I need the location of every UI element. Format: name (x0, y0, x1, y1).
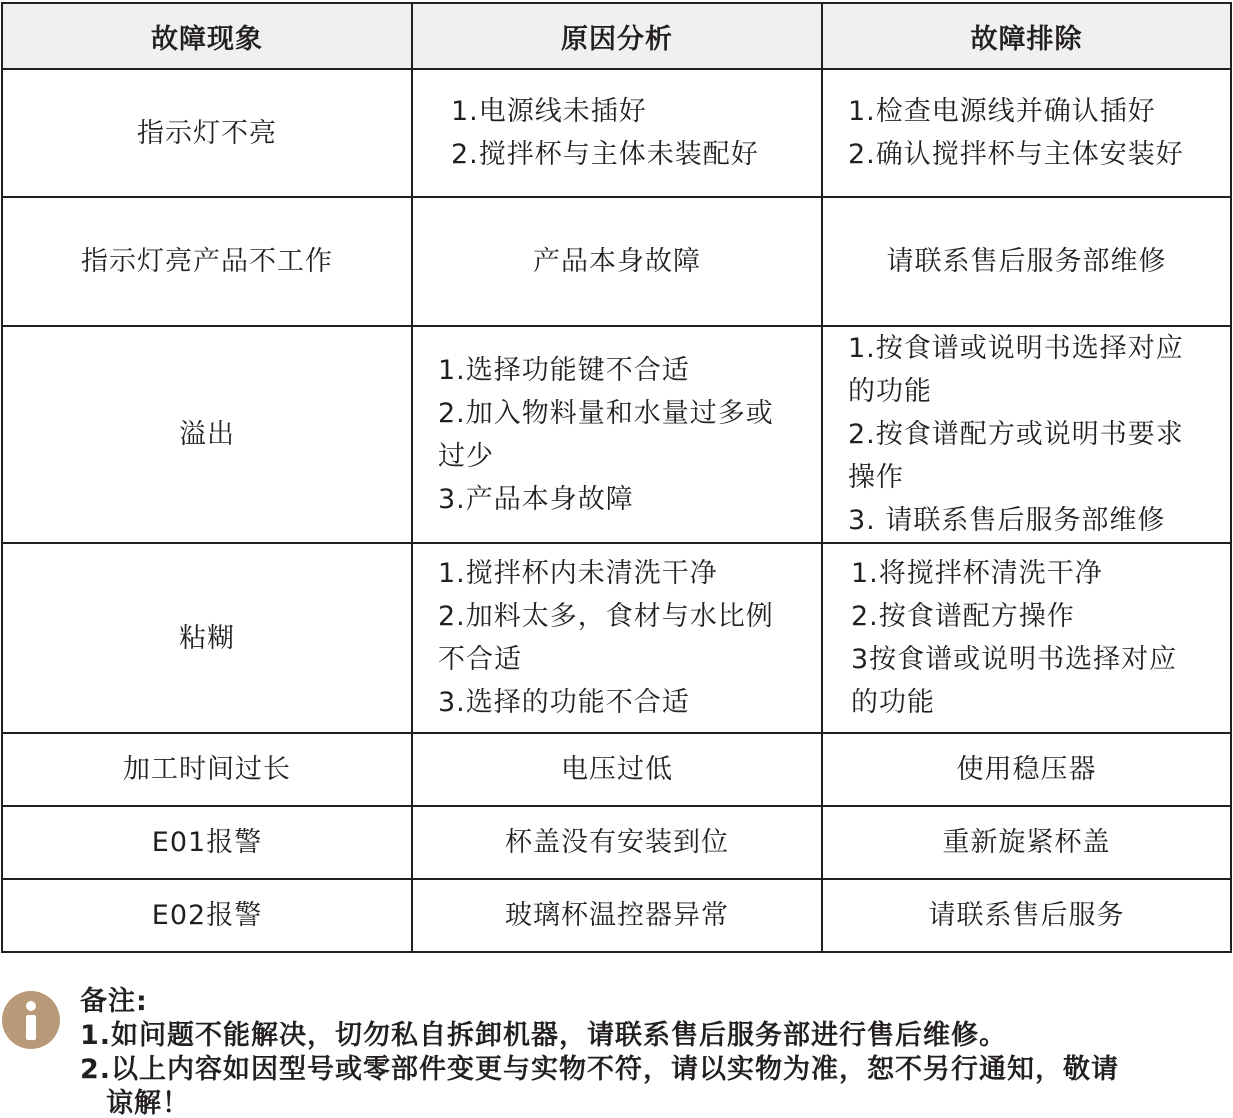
cause-cell: 杯盖没有安装到位 (412, 806, 822, 879)
cause-line: 不合适 (438, 644, 522, 675)
info-icon-bar (26, 1015, 36, 1040)
cause-cell: 玻璃杯温控器异常 (412, 879, 822, 952)
symptom-cell: 指示灯亮产品不工作 (2, 197, 412, 326)
symptom-cell: 加工时间过长 (2, 733, 412, 806)
fix-cell: 请联系售后服务部维修 (822, 197, 1231, 326)
cause-line: 2.搅拌杯与主体未装配好 (451, 139, 759, 170)
cause-line: 1.电源线未插好 (451, 96, 647, 127)
fix-line: 3按食谱或说明书选择对应 (851, 644, 1178, 675)
header-cause: 原因分析 (412, 3, 822, 69)
note-title: 备注: (80, 986, 148, 1017)
fix-cell: 请联系售后服务 (822, 879, 1231, 952)
table-row (2, 326, 1231, 543)
cause-line: 2.加入物料量和水量过多或 (438, 397, 774, 429)
troubleshooting-table (1, 2, 1232, 953)
cause-line: 1.选择功能键不合适 (438, 354, 690, 386)
note-line-continuation: 谅解！ (106, 1088, 190, 1118)
cause-cell: 电压过低 (412, 733, 822, 806)
fix-cell (822, 543, 1231, 733)
fix-cell: 重新旋紧杯盖 (822, 806, 1231, 879)
fix-line: 1.将搅拌杯清洗干净 (851, 558, 1103, 589)
note-text (80, 985, 1220, 1118)
fix-line: 1.检查电源线并确认插好 (848, 96, 1156, 127)
fix-line: 2.按食谱配方或说明书要求 (848, 419, 1184, 450)
fix-cell (822, 69, 1231, 197)
header-symptom: 故障现象 (2, 3, 412, 69)
fix-line: 2.确认搅拌杯与主体安装好 (848, 139, 1184, 170)
symptom-cell: 粘糊 (2, 543, 412, 733)
fix-line: 3. 请联系售后服务部维修 (848, 505, 1166, 536)
cause-line: 3.产品本身故障 (438, 483, 634, 515)
table-row (2, 806, 1231, 879)
info-icon-dot (26, 1001, 36, 1011)
table-row (2, 543, 1231, 733)
cause-line: 1.搅拌杯内未清洗干净 (438, 558, 718, 589)
symptom-cell: E01报警 (2, 806, 412, 879)
cause-line: 2.加料太多，食材与水比例 (438, 601, 774, 632)
symptom-cell: 指示灯不亮 (2, 69, 412, 197)
symptom-cell: E02报警 (2, 879, 412, 952)
header-fix: 故障排除 (822, 3, 1231, 69)
table-row (2, 69, 1231, 197)
note-line: 2.以上内容如因型号或零部件变更与实物不符，请以实物为准，恕不另行通知，敬请 (80, 1054, 1120, 1085)
table-row (2, 879, 1231, 952)
fix-line: 2.按食谱配方操作 (851, 601, 1075, 632)
cause-cell (412, 326, 822, 543)
fix-cell (822, 326, 1231, 543)
fix-line: 操作 (848, 462, 904, 493)
cause-cell (412, 69, 822, 197)
note-line: 1.如问题不能解决，切勿私自拆卸机器，请联系售后服务部进行售后维修。 (80, 1020, 1008, 1051)
fix-line: 的功能 (848, 376, 932, 407)
cause-line: 过少 (438, 440, 494, 472)
table-row (2, 733, 1231, 806)
cause-cell (412, 543, 822, 733)
symptom-cell: 溢出 (2, 326, 412, 543)
info-icon (2, 991, 60, 1049)
fix-cell: 使用稳压器 (822, 733, 1231, 806)
table-header-row (2, 3, 1231, 69)
table-row (2, 197, 1231, 326)
cause-line: 3.选择的功能不合适 (438, 687, 690, 718)
fix-line: 1.按食谱或说明书选择对应 (848, 333, 1184, 364)
fix-line: 的功能 (851, 687, 935, 718)
cause-cell: 产品本身故障 (412, 197, 822, 326)
note-section (0, 982, 1233, 1118)
